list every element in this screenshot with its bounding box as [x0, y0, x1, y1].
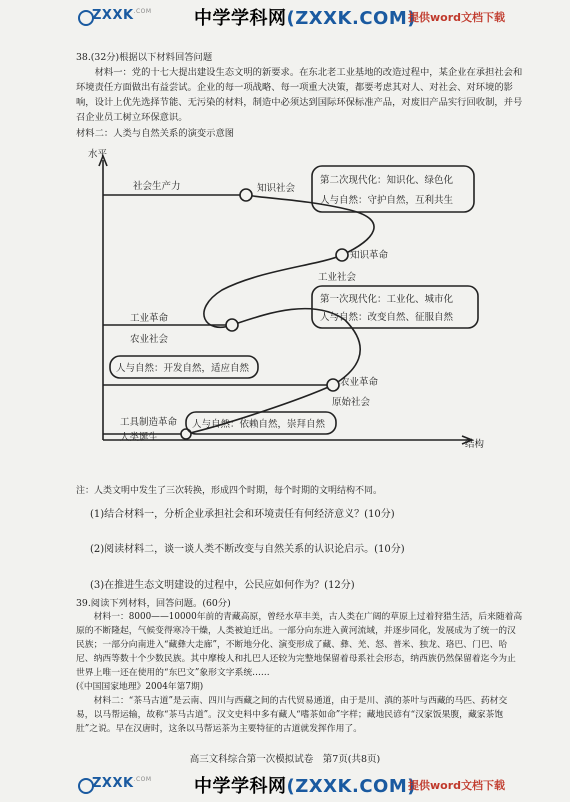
label-agricultural-society: 农业社会 — [130, 334, 169, 345]
diagram-note: 注：人类文明中发生了三次转换，形成四个时期，每个时期的文明结构不同。 — [76, 486, 383, 496]
box3-text: 人与自然：开发自然，适应自然 — [116, 363, 250, 374]
label-knowledge-society-1: 知识社会 — [257, 183, 296, 194]
q38-sub2: (2)阅读材料二，谈一谈人类不断改变与自然关系的认识论启示。(10分) — [90, 544, 405, 555]
box1-line1: 第二次现代化：知识化、绿色化 — [320, 175, 454, 186]
q38-sub3: (3)在推进生态文明建设的过程中，公民应如何作为？(12分) — [90, 580, 355, 591]
q38-material1: 材料一：党的十七大提出建设生态文明的新要求。在东北老工业基地的改造过程中，某企业在承担社会和环境责任方面做出有益尝试。企业的每一项战略、每一项重大决策，都要考虑其对人、对社会、对环境的影响，设计上优先选择节能、无污染的材料，制造中必须达到国际环保标准产品，对废旧产品实行回收制，并号召企业员工树立环保意识。 — [76, 67, 523, 123]
site-logo[interactable]: $ZXXK^{.COM}$ — [92, 8, 152, 23]
box1-line2: 人与自然：守护自然，互利共生 — [320, 195, 454, 206]
y-axis-label: 水平 — [88, 149, 108, 160]
box2-line2: 人与自然：改变自然、征服自然 — [320, 312, 454, 323]
label-agricultural-revolution: 农业革命 — [340, 377, 379, 388]
download-link[interactable]: 提供word文档下载 — [408, 11, 506, 24]
box2-line1: 第一次现代化：工业化、城市化 — [320, 294, 454, 305]
site-title: 中学学科网(ZXXK.COM) — [194, 776, 416, 797]
download-link[interactable]: 提供word文档下载 — [408, 779, 506, 792]
box4-text: 人与自然：依赖自然，崇拜自然 — [192, 419, 326, 430]
q38-sub1: (1)结合材料一，分析企业承担社会和环境责任有何经济意义？(10分) — [90, 509, 395, 520]
q39-source: (《中国国家地理》2004年第7期) — [76, 682, 204, 692]
q39-material1: 材料一：8000——10000年前的青藏高原，曾经水草丰美，古人类在广阔的草原上过着狩猎生活，后来随着高原的不断隆起，气候变得寒冷干燥，人类被迫迁出。一部分向东进入黄河流域，并逐步同化，发展成为了统一的汉民族；一部分向南进入“藏彝大走廊”，不断地分化、演变形成了藏、彝、羌、怒、普米、独龙、珞巴、门巴、哈尼、纳西等数十个少数民族。其中摩梭人和扎巴人还较为完整地保留着母系社会形态，纳西族仍然保留着迄今为止世界上唯一还在使用的“东巴文”象形文字系统…… — [76, 612, 523, 678]
site-title: 中学学科网(ZXXK.COM) — [194, 8, 416, 29]
page-footer: 高三文科综合第一次模拟试卷 第7页(共8页) — [189, 754, 381, 765]
q38-material2-title: 材料二：人类与自然关系的演变示意图 — [76, 128, 235, 139]
site-logo[interactable]: $ZXXK^{.COM}$ — [92, 776, 152, 791]
q39-title: 39.阅读下列材料，回答问题。(60分) — [76, 598, 231, 609]
label-industrial-revolution: 工业革命 — [130, 313, 169, 324]
q38-title: 38.(32分)根据以下材料回答问题 — [76, 52, 213, 63]
label-social-productivity: 社会生产力 — [133, 181, 181, 192]
label-knowledge-revolution: 知识革命 — [350, 250, 389, 261]
label-industrial-society: 工业社会 — [318, 272, 357, 283]
q39-material2: 材料二：“茶马古道”是云南、四川与西藏之间的古代贸易通道，由于是川、滇的茶叶与西藏的马匹、药材交易，以马帮运输，故称“茶马古道”。汉文史料中多有藏人“嗜茶如命”字样；藏地民谚有“汉家饭果腹，藏家茶饱肚”之说。早在汉唐时，这条以马帮运茶为主要特征的古道就发挥作用了。 — [76, 696, 508, 734]
x-axis-label: 结构 — [465, 439, 485, 450]
label-primitive-society: 原始社会 — [332, 397, 371, 408]
site-footer-banner — [0, 768, 570, 802]
label-tool-revolution: 工具制造革命 — [120, 417, 178, 428]
label-human-birth: 人类诞生 — [120, 432, 159, 443]
